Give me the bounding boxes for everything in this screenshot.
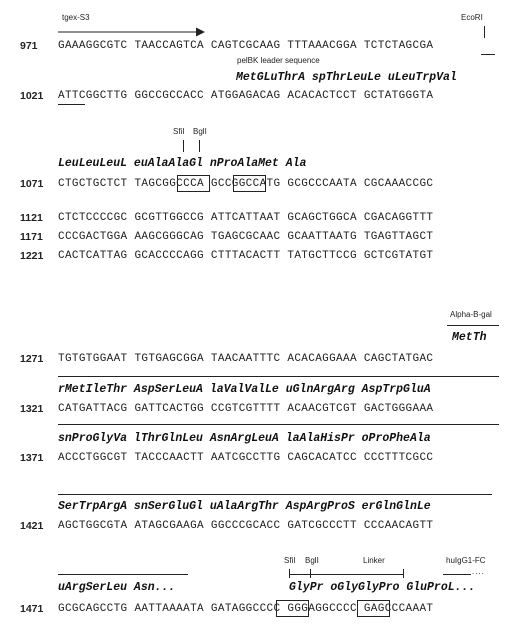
sfii-label: SfiI xyxy=(173,127,185,136)
pelbk-leader-label: pelBK leader sequence xyxy=(237,56,320,65)
alpha-b-gal-bar xyxy=(58,376,499,377)
linker-bar xyxy=(289,574,403,575)
amino-acid-translation: MetGLuThrA spThrLeuLe uLeuTrpVal xyxy=(236,71,457,84)
position-number: 1421 xyxy=(20,520,44,532)
position-number: 1321 xyxy=(20,403,44,415)
alpha-b-gal-bar xyxy=(447,325,499,326)
amino-acid-translation: MetTh xyxy=(452,331,487,344)
position-number: 971 xyxy=(20,40,38,52)
dna-sequence-line: TGTGTGGAAT TGTGAGCGGA TAACAATTTC ACACAGGAAA CAGCTATGAC xyxy=(58,353,434,365)
huigg1-fc-dots: .... xyxy=(472,567,485,576)
position-number: 1071 xyxy=(20,178,44,190)
dna-sequence-line: CATGATTACG GATTCACTGG CCGTCGTTTT ACAACGTCGT GACTGGGAAA xyxy=(58,403,434,415)
sfii-tick xyxy=(183,140,184,152)
tgex-s3-arrow xyxy=(58,27,208,37)
dna-sequence-line: CACTCATTAG GCACCCCAGG CTTTACACTT TATGCTTCCG GCTCGTATGT xyxy=(58,250,434,262)
amino-acid-translation: GlyPr oGlyGlyPro GluProL... xyxy=(289,581,476,594)
dna-sequence-line: ATTCGGCTTG GGCCGCCACC ATGGAGACAG ACACACTCCT GCTATGGGTA xyxy=(58,90,434,102)
huigg1-fc-bar xyxy=(443,574,471,575)
alpha-b-gal-bar xyxy=(58,424,499,425)
tgex-s3-label: tgex-S3 xyxy=(62,13,90,22)
amino-acid-translation: rMetIleThr AspSerLeuA laValValLe uGlnArgArg AspTrpGluA xyxy=(58,383,431,396)
dna-sequence-line: CTGCTGCTCT TAGCGGCCCA GCCGGCCATG GCGCCCAATA CGCAAACCGC xyxy=(58,178,434,190)
position-number: 1371 xyxy=(20,452,44,464)
bgli-tick xyxy=(199,140,200,152)
amino-acid-translation: LeuLeuLeuL euAlaAlaGl nProAlaMet Ala xyxy=(58,157,307,170)
ecori-underline xyxy=(481,54,495,55)
sfii-label: SfiI xyxy=(284,556,296,565)
bgli-site-box xyxy=(233,175,266,192)
dna-sequence-line: ACCCTGGCGT TACCCAACTT AATCGCCTTG CAGCACATCC CCCTTTCGCC xyxy=(58,452,434,464)
dna-sequence-line: CTCTCCCCGC GCGTTGGCCG ATTCATTAAT GCAGCTGGCA CGACAGGTTT xyxy=(58,212,434,224)
sfii-site-box xyxy=(177,175,210,192)
amino-acid-translation: SerTrpArgA snSerGluGl uAlaArgThr AspArgProS erGlnGlnLe xyxy=(58,500,431,513)
bgli-label: BglI xyxy=(305,556,319,565)
ecori-underline xyxy=(58,104,85,105)
alpha-b-gal-bar xyxy=(58,494,492,495)
ecori-label: EcoRI xyxy=(461,13,483,22)
dna-sequence-line: CCCGACTGGA AAGCGGGCAG TGAGCGCAAC GCAATTAATG TGAGTTAGCT xyxy=(58,231,434,243)
amino-acid-translation: uArgSerLeu Asn... xyxy=(58,581,176,594)
amino-acid-translation: snProGlyVa lThrGlnLeu AsnArgLeuA laAlaHisPr oProPheAla xyxy=(58,432,431,445)
huigg1-fc-label: huIgG1-FC xyxy=(446,556,486,565)
dna-sequence-line: GCGCAGCCTG AATTAAAATA GATAGGCCCC GGGAGGCCCC GAGCCCAAAT xyxy=(58,603,434,615)
alpha-b-gal-label: Alpha-B-gal xyxy=(450,310,492,319)
position-number: 1221 xyxy=(20,250,44,262)
position-number: 1271 xyxy=(20,353,44,365)
bgli-site-box xyxy=(357,600,390,617)
ecori-tick xyxy=(484,26,485,38)
linker-end-tick xyxy=(403,569,404,578)
bgli-label: BglI xyxy=(193,127,207,136)
sfii-site-box xyxy=(276,600,309,617)
position-number: 1171 xyxy=(20,231,43,243)
dna-sequence-line: GAAAGGCGTC TAACCAGTCA CAGTCGCAAG TTTAAACGGA TCTCTAGCGA xyxy=(58,40,434,52)
alpha-b-gal-bar xyxy=(58,574,188,575)
position-number: 1121 xyxy=(20,212,43,224)
linker-label: Linker xyxy=(363,556,385,565)
position-number: 1021 xyxy=(20,90,44,102)
position-number: 1471 xyxy=(20,603,44,615)
dna-sequence-line: AGCTGGCGTA ATAGCGAAGA GGCCCGCACC GATCGCCCTT CCCAACAGTT xyxy=(58,520,434,532)
